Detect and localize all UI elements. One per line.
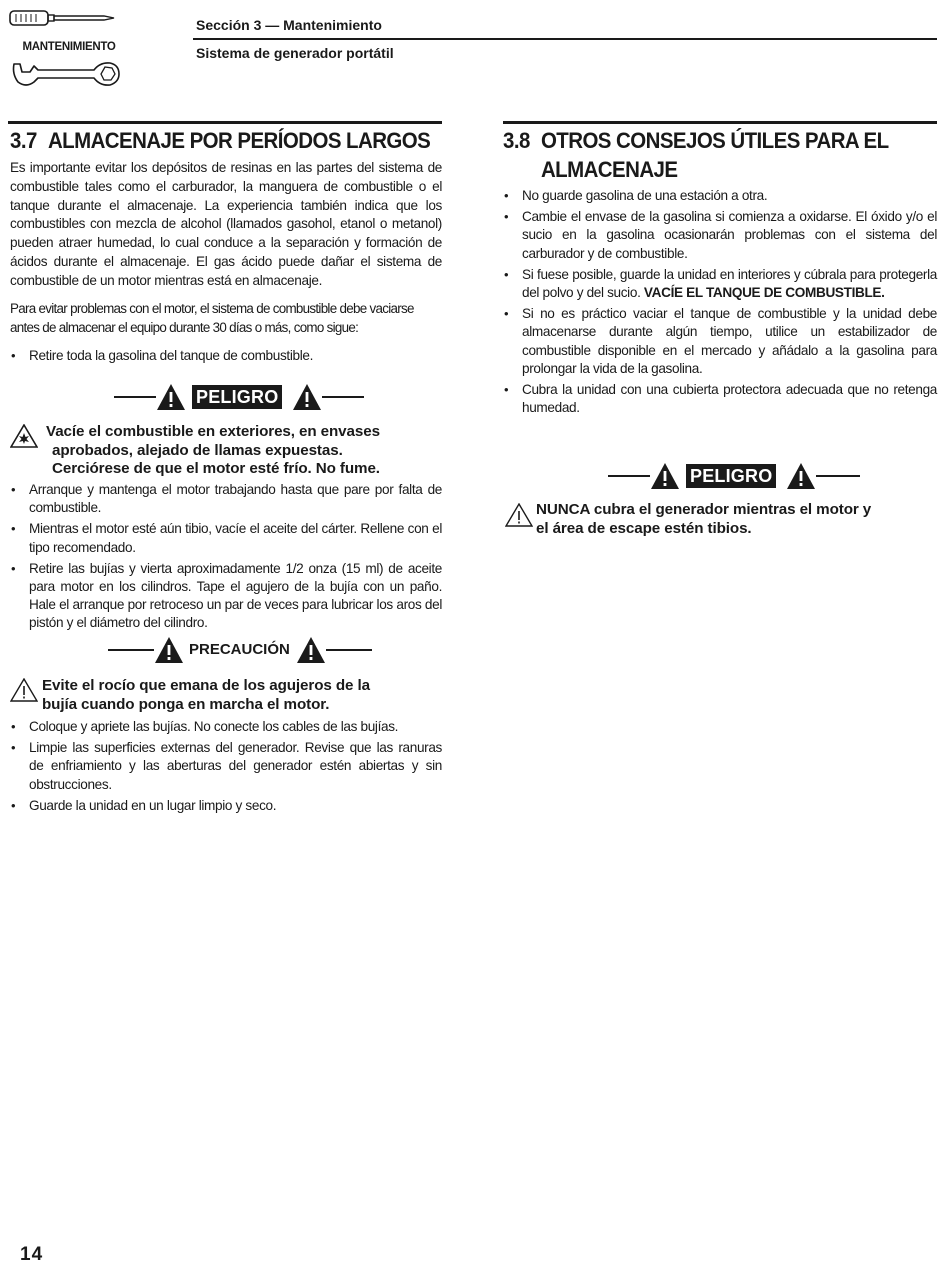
wrench-icon	[10, 58, 122, 90]
caution-triangle-icon	[10, 678, 38, 702]
warning-triangle-icon	[786, 462, 816, 490]
section-header: Sección 3 — Mantenimiento	[196, 17, 382, 33]
list-item: • Coloque y apriete las bujías. No conecte los cables de las bujías.	[11, 719, 399, 734]
list-item: • Cambie el envase de la gasolina si comienza a oxidarse. El óxido y/o el sucio en la gasolina ocasionarán problemas con el sistema del carburador y de combustible.	[504, 209, 937, 261]
list-item: • Arranque y mantenga el motor trabajando hasta que pare por falta de combustible.	[11, 482, 442, 516]
bullet-list-c	[10, 718, 442, 818]
danger-banner	[114, 383, 366, 411]
explosion-hazard-icon	[10, 424, 38, 448]
list-item: • Retire las bujías y vierta aproximadamente 1/2 onza (15 ml) de aceite para motor en los cilindros. Tape el agujero de la bujía con un paño. Hale el arranque por retroceso un par de veces para lubricar los aros del pistón y el diámetro del cilindro.	[11, 560, 442, 631]
header-divider	[193, 38, 937, 40]
intro-paragraph-2: Para evitar problemas con el motor, el sistema de combustible debe vaciarse antes de almacenar el equipo durante 30 días o más, como sigue:	[10, 301, 414, 335]
bullet-list-right	[503, 187, 937, 420]
warning-triangle-icon	[156, 383, 186, 411]
bullet-list-b	[10, 481, 442, 636]
danger-message: NUNCA cubra el generador mientras el motor y el área de escape estén tibios.	[536, 501, 872, 537]
warning-triangle-icon	[650, 462, 680, 490]
section-3-7-heading	[10, 126, 447, 155]
list-item: • No guarde gasolina de una estación a otra.	[504, 188, 768, 203]
caution-message: Evite el rocío que emana de los agujeros de la bujía cuando ponga en marcha el motor.	[42, 677, 370, 713]
caution-banner	[108, 636, 372, 664]
caution-triangle-icon	[505, 503, 533, 527]
section-title: OTROS CONSEJOS ÚTILES PARA EL ALMACENAJE	[540, 128, 889, 182]
list-item: • Cubra la unidad con una cubierta protectora adecuada que no retenga humedad.	[504, 382, 937, 416]
bullet-list-a	[10, 347, 442, 368]
left-section-rule	[8, 121, 442, 124]
screwdriver-icon	[8, 8, 120, 30]
logo-label: MANTENIMIENTO	[22, 41, 116, 53]
list-item: • Limpie las superficies externas del generador. Revise que las ranuras de enfriamiento y las aberturas del generador estén abiertas y sin obstrucciones.	[11, 740, 442, 792]
list-item: • Guarde la unidad en un lugar limpio y seco.	[11, 797, 277, 813]
section-number: 3.8	[503, 128, 530, 153]
danger-label: PELIGRO	[192, 385, 282, 409]
danger-message: Vacíe el combustible en exteriores, en envases aprobados, alejado de llamas expuestas. Cerciórese de que el motor esté frío. No fume.	[46, 423, 380, 477]
right-section-rule	[503, 121, 937, 124]
intro-paragraph: Es importante evitar los depósitos de resinas en las partes del sistema de combustible tales como el carburador, la manguera de combustible o el tanque durante el almacenaje. La experiencia también indica que los combustibles con mezcla de alcohol (llamados gasohol, etanol o metanol) pueden atraer humedad, lo cual conduce a la separación y formación de ácidos durante el almacenaje. El gas ácido puede dañar el sistema de combustible de un motor mientras está en almacenaje.	[10, 160, 442, 288]
page-number: 14	[20, 1244, 44, 1265]
section-number: 3.7	[10, 128, 37, 153]
list-item: • Mientras el motor esté aún tibio, vacíe el aceite del cárter. Rellene con el tipo recomendado.	[11, 521, 442, 555]
caution-label: PRECAUCIÓN	[189, 641, 290, 658]
danger-banner	[608, 462, 860, 490]
list-item: • Retire toda la gasolina del tanque de combustible.	[11, 348, 314, 363]
warning-triangle-icon	[292, 383, 322, 411]
warning-triangle-icon	[296, 636, 326, 664]
warning-triangle-icon	[154, 636, 184, 664]
list-item: • Si no es práctico vaciar el tanque de combustible y la unidad debe almacenarse durante algún tiempo, utilice un estabilizador de combustible disponible en el mercado y añádalo a la gasolina para prolongar la vida de la gasolina.	[504, 306, 937, 376]
danger-label: PELIGRO	[686, 464, 776, 488]
section-title: ALMACENAJE POR PERÍODOS LARGOS	[47, 128, 431, 153]
section-subtitle: Sistema de generador portátil	[196, 45, 394, 61]
list-item: • Si fuese posible, guarde la unidad en interiores y cúbrala para protegerla del polvo y del sucio. VACÍE EL TANQUE DE COMBUSTIBLE.	[504, 266, 937, 301]
maintenance-logo	[8, 4, 126, 90]
section-3-8-heading	[503, 126, 894, 184]
